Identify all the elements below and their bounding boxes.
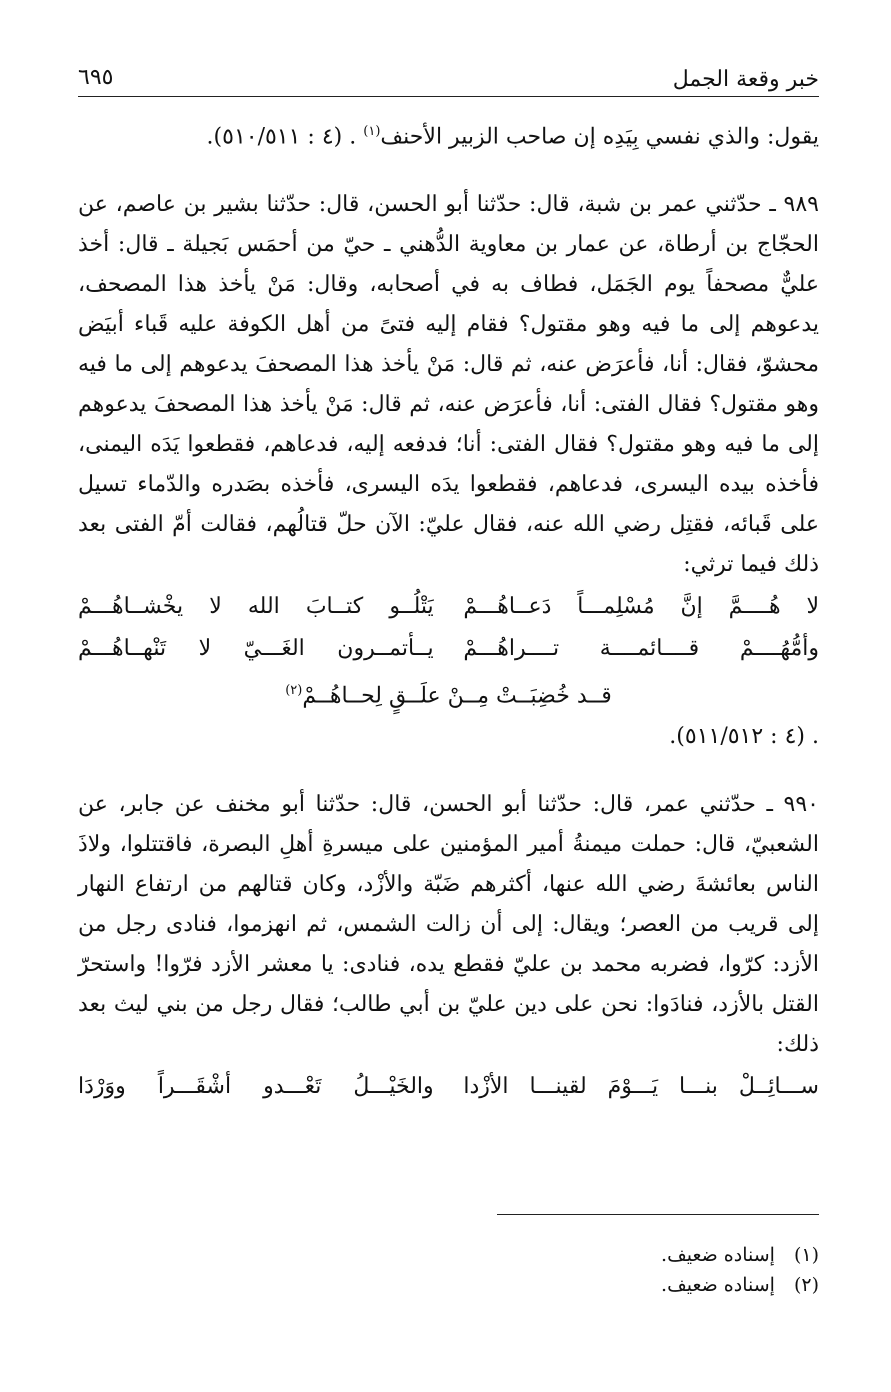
running-title: خبر وقعة الجمل	[672, 67, 819, 92]
footnotes	[78, 1240, 819, 1300]
footnote	[78, 1240, 819, 1270]
source-reference: . (٤ : ٥١١/٥١٢).	[669, 723, 819, 749]
verse-line	[78, 587, 819, 627]
narration-989: ٩٨٩ ـ حدّثني عمر بن شبة، قال: حدّثنا أبو الحسن، قال: حدّثنا بشير بن عاصم، عن الحجّاج بن أرطاة، عن عمار بن معاوية الدُّهني ـ حيّ من أحمَس بَجيلة ـ قال: أخذ عليٌّ مصحفاً يوم الجَمَل، فطاف به في أصحابه، وقال: مَنْ يأخذ هذا المصحف، يدعوهم إلى ما فيه وهو مقتول؟ فقام إليه فتىً من أهل الكوفة عليه قَباء أبيَض محشوّ، فقال: أنا، فأعرَض عنه، ثم قال: مَنْ يأخذ هذا المصحفَ يدعوهم إلى ما فيه وهو مقتول؟ فقال الفتى: أنا، فأعرَض عنه، ثم قال: مَنْ يأخذ هذا المصحفَ يدعوهم إلى ما فيه وهو مقتول؟ فقال الفتى: أنا؛ فدفعه إليه، فدعاهم، فقطعوا يَدَه اليمنى، فأخذه بيده اليسرى، فدعاهم، فقطعوا يدَه اليسرى، فأخذه بصَدره والدّماء تسيل على قَبائه، فقتِل رضي الله عنه، فقال عليّ: الآن حلّ قتالُهم، فقالت أمّ الفتى بعد ذلك فيما ترثي:	[78, 192, 819, 578]
verse-line	[78, 629, 819, 669]
footnote-text: إسناده ضعيف.	[661, 1274, 775, 1296]
footnote-divider	[497, 1214, 819, 1215]
page-number: ٦٩٥	[78, 65, 114, 90]
verse-hemistich: قــد خُضِبَــتْ مِــنْ علَــقٍ لِحــاهُــمْ	[302, 683, 612, 709]
footnote	[78, 1270, 819, 1300]
page-body	[78, 112, 819, 1109]
verse-hemistich: لا هُــــمَّ إنَّ مُسْلِمـــاً دَعــاهُـــمْ	[463, 594, 819, 620]
verse-hemistich: وأمُّهُــــمْ قــــائمــــة تــــراهُـــمْ	[463, 636, 819, 662]
verse-line-center	[78, 671, 819, 716]
footnote-marker: (١)	[363, 124, 381, 139]
footnote-number: (١)	[793, 1244, 819, 1266]
source-reference: . (٤ : ٥١٠/٥١١).	[206, 124, 357, 150]
opening-text: يقول: والذي نفسي بِيَدِه إن صاحب الزبير الأحنف	[380, 124, 819, 150]
verse-hemistich: والخَيْـــلُ تَعْـــدو أشْقَـــراً ووَرْدَا	[78, 1073, 434, 1099]
narration-990: ٩٩٠ ـ حدّثني عمر، قال: حدّثنا أبو الحسن، قال: حدّثنا أبو مخنف عن جابر، عن الشعبيّ، قال: حملت ميمنةُ أمير المؤمنين على ميسرةِ أهلِ البصرة، فاقتتلوا، ولاذَ الناس بعائشةَ رضي الله عنها، أكثرهم ضَبّة والأزْد، وكان قتالهم من ارتفاع النهار إلى قريب من العصر؛ ويقال: إلى أن زالت الشمس، ثم انهزموا، فنادى رجل من الأزد: كرّوا، فضربه محمد بن عليّ فقطع يده، فنادى: يا معشر الأزد فرّوا! واستحرّ القتل بالأزد، فنادَوا: نحن على دين عليّ بن أبي طالب؛ فقال رجل من بني ليث بعد ذلك:	[78, 791, 819, 1057]
footnote-number: (٢)	[793, 1274, 819, 1296]
verse-hemistich: ســـائِــلْ بنـــا يَـــوْمَ لقينـــا الأزْدا	[463, 1073, 819, 1099]
verse-hemistich: يــأتمــرون الغَـــيّ لا تَنْهــاهُـــمْ	[78, 636, 434, 662]
footnote-text: إسناده ضعيف.	[661, 1244, 775, 1266]
page-header	[78, 52, 819, 97]
opening-line	[78, 112, 819, 157]
verse-hemistich: يَتْلُــو كتــابَ الله لا يخْشــاهُـــمْ	[78, 594, 434, 620]
verse-line	[78, 1067, 819, 1107]
footnote-marker: (٢)	[285, 683, 303, 699]
